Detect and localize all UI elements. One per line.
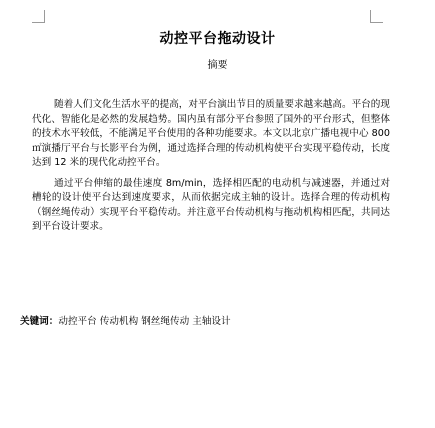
keywords-label: 关键词： — [20, 316, 59, 327]
abstract-paragraph-2: 通过平台伸缩的最佳速度 8m/min，选择相匹配的电动机与减速器，并通过对槽轮的设计使平台达到速度要求，从而依据完成主轴的设计。选择合理的传动机构（钢丝绳传动）实现平台平稳传动。并注意平台传动机构与拖动机构相匹配，共同达到平台设计要求。 — [32, 177, 390, 232]
abstract-paragraph-1: 随着人们文化生活水平的提高，对平台演出节目的质量要求越来越高。平台的现代化、智能化是必然的发展趋势。国内虽有部分平台参照了国外的平台形式，但整体的技术水平较低，不能满足平台使用的各种功能要求。本文以北京广播电视中心 800 ㎡演播厅平台与长影平台为例，通过选择合理的传动机构使平台实现平稳传动，长度达到 12 米的现代化动控平台。 — [32, 99, 390, 168]
abstract-heading: 摘要 — [207, 60, 228, 71]
keywords-text: 动控平台 传动机构 钢丝绳传动 主轴设计 — [58, 316, 231, 327]
page-corner-mark-left — [32, 10, 45, 23]
abstract-body — [32, 98, 390, 241]
document-title: 动控平台拖动设计 — [159, 31, 276, 47]
page-corner-mark-right — [370, 10, 383, 23]
keywords-line — [20, 315, 400, 329]
